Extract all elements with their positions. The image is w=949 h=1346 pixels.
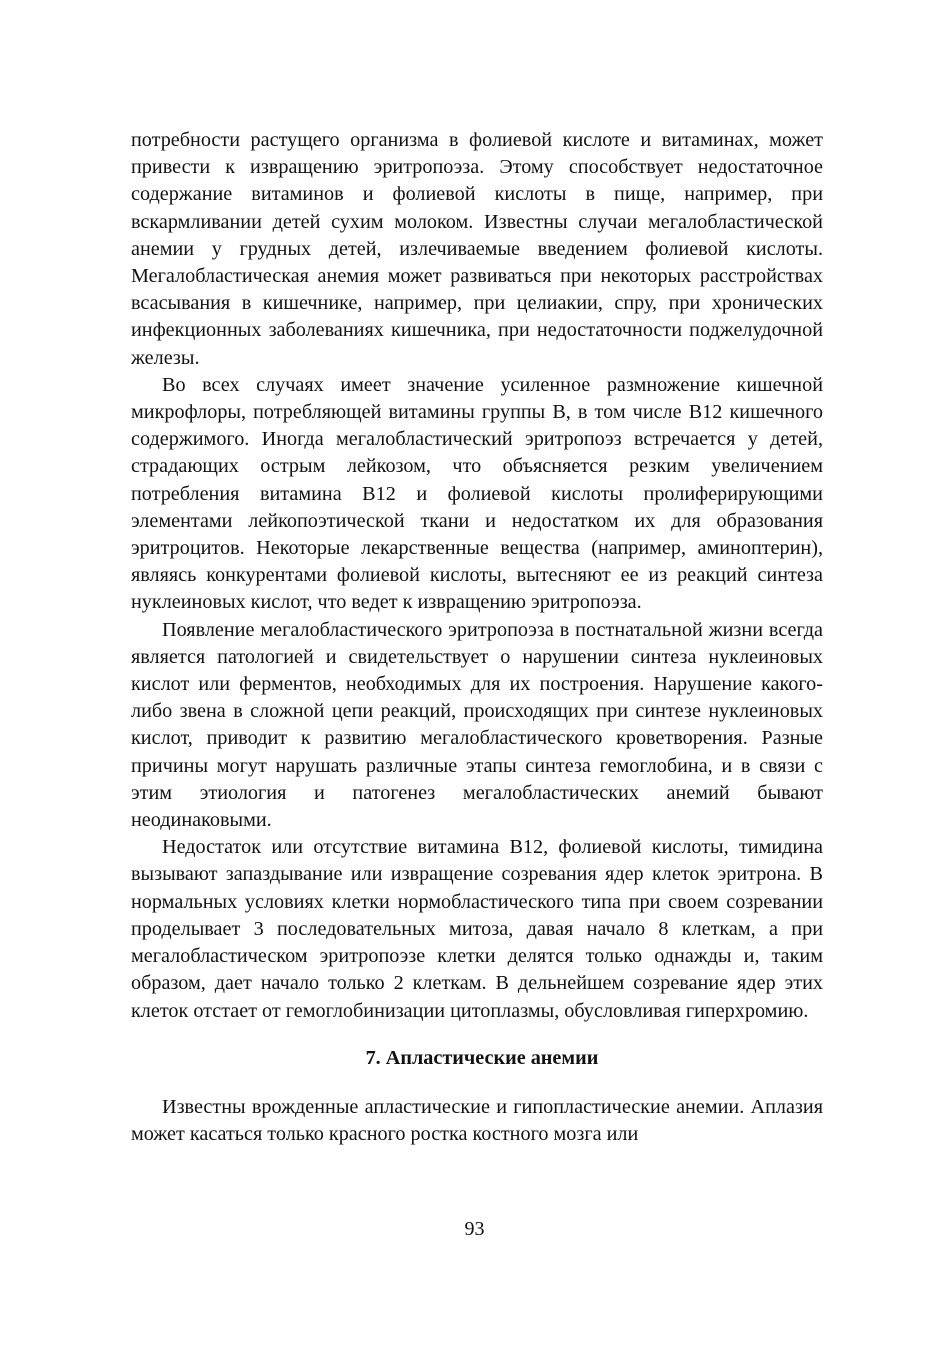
section-paragraph: Известны врожденные апластические и гипопластические анемии. Аплазия может касаться только красного ростка костного мозга или [131, 1095, 823, 1146]
section-heading: 7. Апластические анемии [365, 1046, 599, 1069]
paragraph-3: Появление мегалобластического эритропоэза в постнатальной жизни всегда является патологией и свидетельствует о нарушении синтеза нуклеиновых кислот или ферментов, необходимых для их построения. Нарушение какого-либо звена в сложной цепи реакций, происходящих при синтезе нуклеиновых кислот, приводит к развитию мегалобластического кроветворения. Разные причины могут нарушать различные этапы синтеза гемоглобина, и в связи с этим этиология и патогенез мегалобластических анемий бывают неодинаковыми. [131, 618, 823, 832]
paragraph-1: потребности растущего организма в фолиевой кислоте и витаминах, может привести к извращению эритропоэза. Этому способствует недостаточное содержание витаминов и фолиевой кислоты в пище, например, при вскармливании детей сухим молоком. Известны случаи мегалобластической анемии у грудных детей, излечиваемые введением фолиевой кислоты. Мегалобластическая анемия может развиваться при некоторых расстройствах всасывания в кишечнике, например, при целиакии, спру, при хронических инфекционных заболеваниях кишечника, при недостаточности поджелудочной железы. [131, 129, 823, 369]
page-number: 93 [464, 1218, 485, 1240]
page-body [131, 127, 823, 1148]
paragraph-2: Во всех случаях имеет значение усиленное размножение кишечной микрофлоры, потребляющей витамины группы В, в том числе В12 кишечного содержимого. Иногда мегалобластический эритропоэз встречается у детей, страдающих острым лейкозом, что объясняется резким увеличением потребления витамина В12 и фолиевой кислоты пролиферирующими элементами лейкопоэтической ткани и недостатком их для образования эритроцитов. Некоторые лекарственные вещества (например, аминоптерин), являясь конкурентами фолиевой кислоты, вытесняют ее из реакций синтеза нуклеиновых кислот, что ведет к извращению эритропоэза. [131, 373, 823, 614]
paragraph-4: Недостаток или отсутствие витамина В12, фолиевой кислоты, тимидина вызывают запаздывание или извращение созревания ядер клеток эритрона. В нормальных условиях клетки нормобластического типа при своем созревании проделывает 3 последовательных митоза, давая начало 8 клеткам, а при мегалобластическом эритропоэзе клетки делятся только однажды и, таким образом, дает начало только 2 клеткам. В дельнейшем созревание ядер этих клеток отстает от гемоглобинизации цитоплазмы, обусловливая гиперхромию. [131, 836, 823, 1022]
